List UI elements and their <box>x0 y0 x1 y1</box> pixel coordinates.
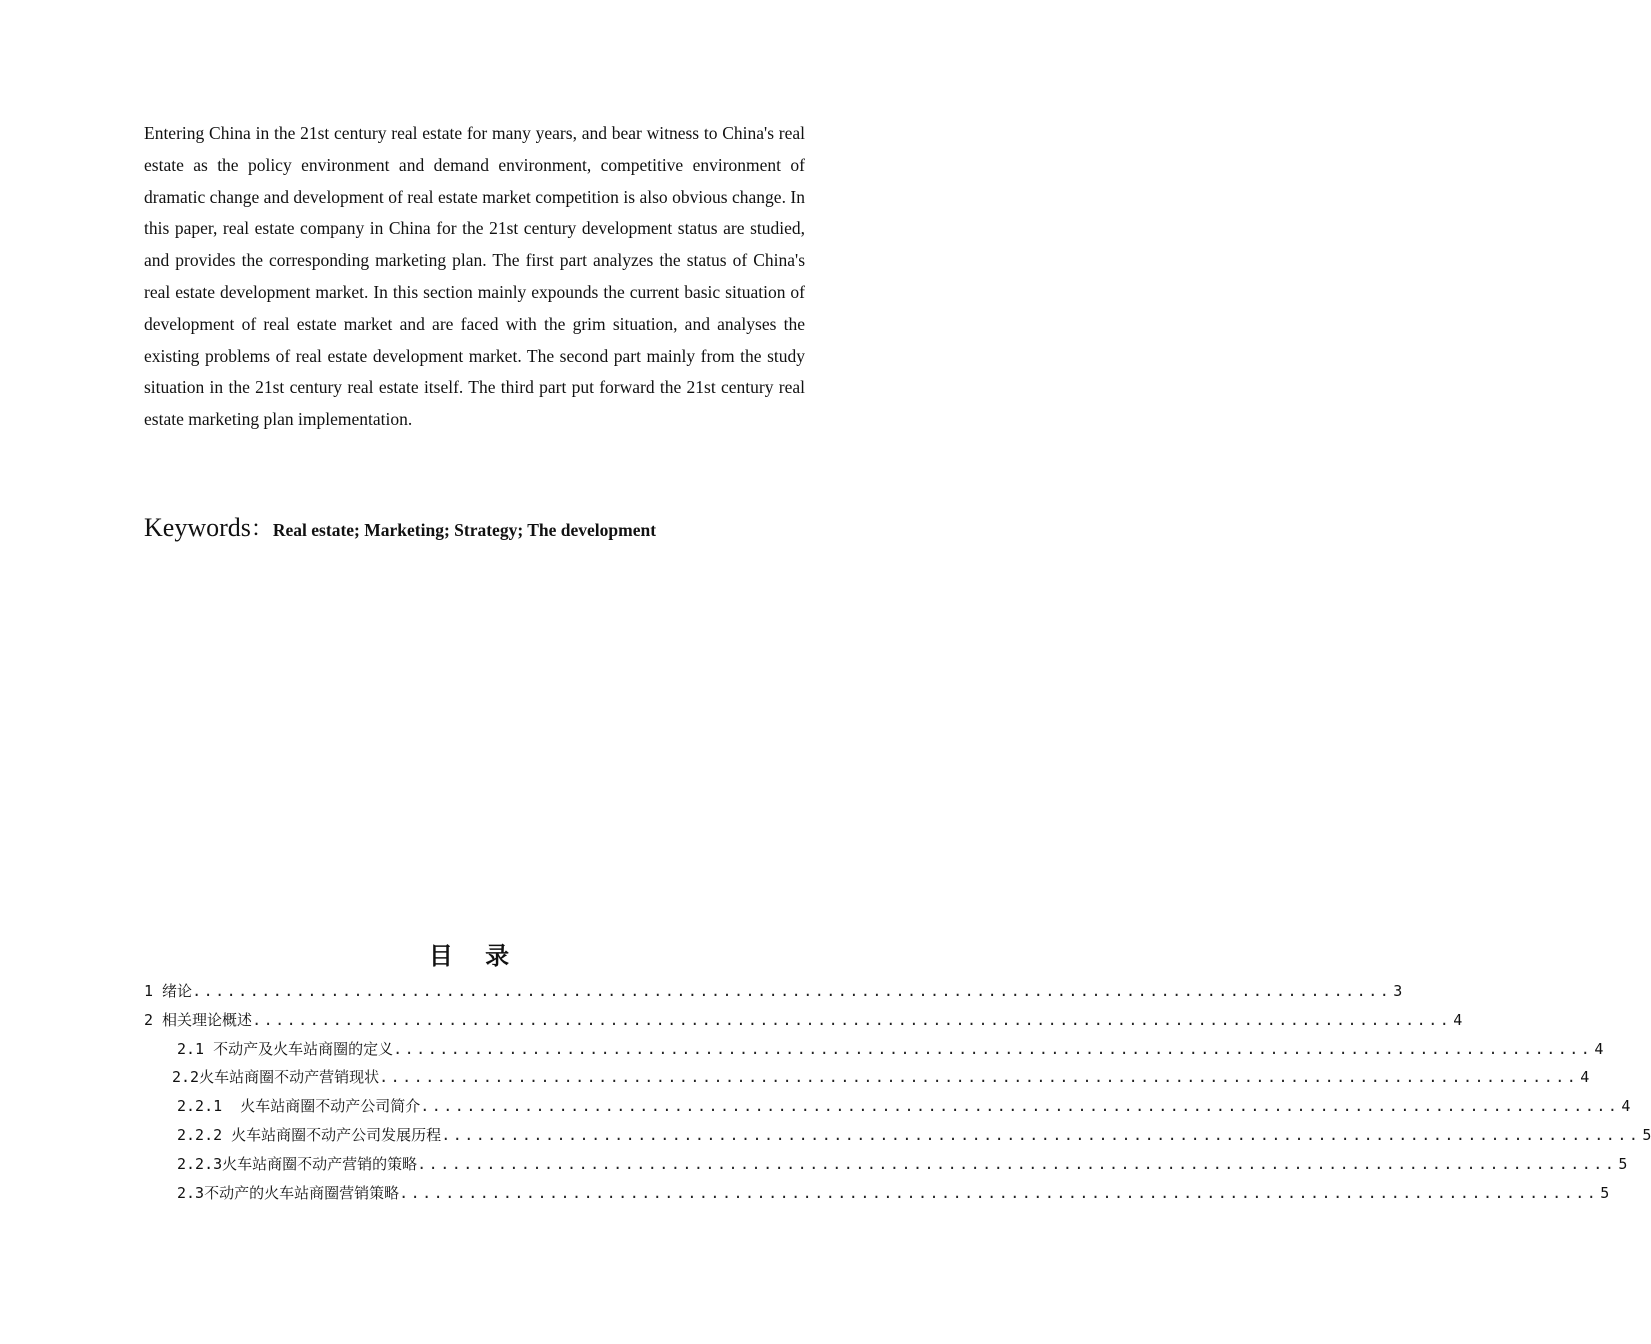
toc-leader-dots: ........................................................................................................ <box>252 1010 1452 1029</box>
toc-entry-page: 4 <box>1594 1039 1604 1058</box>
table-of-contents <box>144 977 1651 1207</box>
toc-leader-dots: ........................................................................................................ <box>417 1154 1617 1173</box>
keywords-line <box>144 512 805 543</box>
toc-leader-dots: ........................................................................................................ <box>420 1097 1620 1116</box>
toc-leader-dots: ........................................................................................................ <box>441 1125 1641 1144</box>
toc-entry-label: 2.2.3火车站商圈不动产营销的策略 <box>177 1154 418 1173</box>
toc-entry-label: 2.3不动产的火车站商圈营销策略 <box>177 1183 400 1202</box>
toc-entry-label: 2.2.1 火车站商圈不动产公司简介 <box>177 1097 421 1116</box>
toc-entry-label: 2.1 不动产及火车站商圈的定义 <box>177 1039 394 1058</box>
toc-entry-page: 5 <box>1618 1154 1628 1173</box>
toc-entry[interactable] <box>144 1006 1463 1035</box>
toc-entry-page: 4 <box>1453 1010 1463 1029</box>
toc-entry[interactable] <box>144 977 1403 1006</box>
toc-leader-dots: ........................................................................................................ <box>192 982 1392 1000</box>
toc-entry-page: 5 <box>1642 1125 1651 1144</box>
toc-entry-page: 4 <box>1580 1068 1590 1087</box>
toc-entry-label: 2 相关理论概述 <box>144 1010 253 1029</box>
toc-entry-label: 1 绪论 <box>144 982 193 1000</box>
toc-entry-label: 2.2.2 火车站商圈不动产公司发展历程 <box>177 1125 442 1144</box>
toc-entry[interactable] <box>144 1179 1610 1208</box>
keywords-value: Real estate; Marketing; Strategy; The development <box>272 520 657 540</box>
toc-leader-dots: ........................................................................................................ <box>393 1039 1593 1058</box>
abstract-paragraph: Entering China in the 21st century real estate for many years, and bear witness to China's real estate as the policy environment and demand environment, competitive environment of dramatic change and development of real estate market competition is also obvious change. In this paper, real estate company in China for the 21st century development status are studied, and provides the corresponding marketing plan. The first part analyzes the status of China's real estate development market. In this section mainly expounds the current basic situation of development of real estate market and are faced with the grim situation, and analyses the existing problems of real estate development market. The second part mainly from the study situation in the 21st century real estate itself. The third part put forward the 21st century real estate marketing plan implementation. <box>144 123 805 430</box>
toc-leader-dots: ........................................................................................................ <box>379 1068 1579 1087</box>
keywords-label: Keywords <box>144 513 251 542</box>
toc-entry[interactable] <box>144 1035 1604 1064</box>
toc-entry-page: 4 <box>1621 1097 1631 1116</box>
toc-title: 目 录 <box>428 942 522 970</box>
toc-entry-page: 5 <box>1600 1183 1610 1202</box>
keywords-colon: ： <box>250 517 273 542</box>
toc-entry[interactable] <box>144 1121 1651 1150</box>
toc-entry[interactable] <box>144 1092 1631 1121</box>
toc-leader-dots: ........................................................................................................ <box>399 1183 1599 1202</box>
toc-entry[interactable] <box>144 1063 1590 1092</box>
toc-entry-page: 3 <box>1393 982 1403 1000</box>
toc-entry-label: 2.2火车站商圈不动产营销现状 <box>172 1068 380 1087</box>
toc-entry[interactable] <box>144 1150 1628 1179</box>
